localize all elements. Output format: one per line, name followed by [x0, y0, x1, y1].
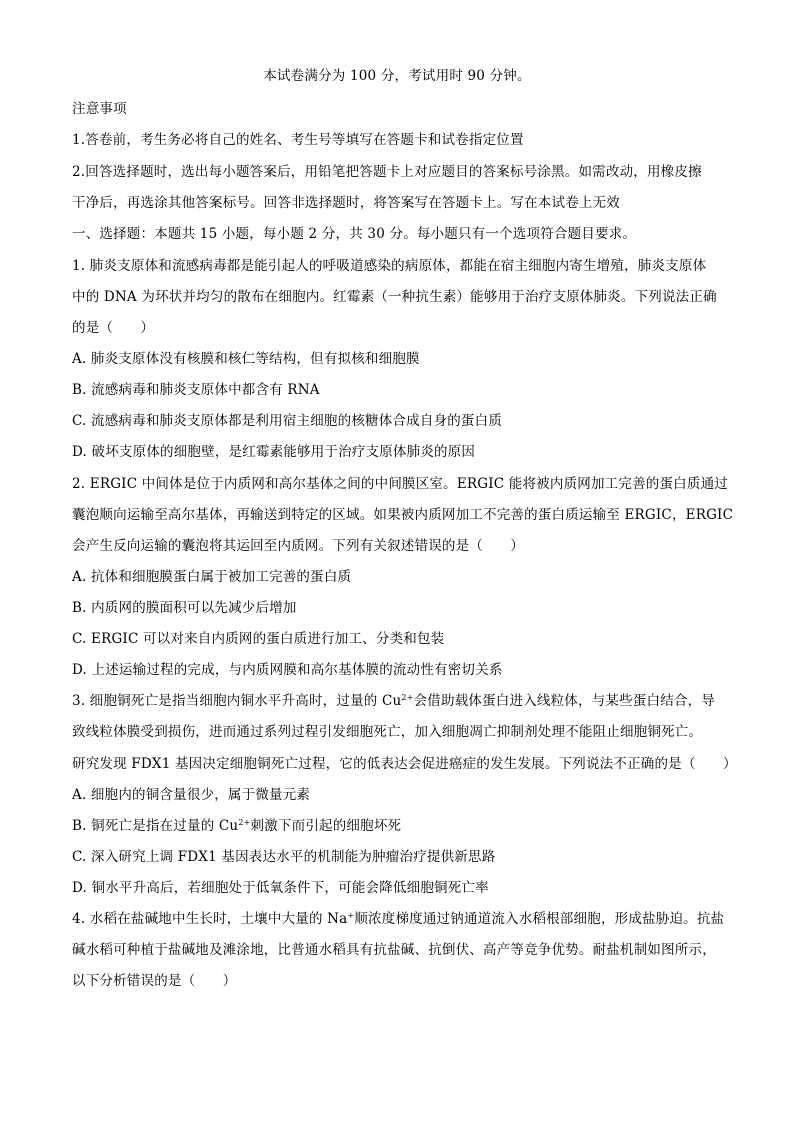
exam-header-note: 本试卷满分为 100 分，考试用时 90 分钟。	[263, 68, 531, 84]
q1-option-a: A. 肺炎支原体没有核膜和核仁等结构，但有拟核和细胞膜	[72, 351, 420, 367]
q3-stem-line-3: 研究发现 FDX1 基因决定细胞铜死亡过程，它的低表达会促进癌症的发生发展。下列说法不正确的是（ ）	[72, 756, 737, 772]
q1-option-d: D. 破坏支原体的细胞壁，是红霉素能够用于治疗支原体肺炎的原因	[72, 444, 476, 460]
q2-option-b: B. 内质网的膜面积可以先减少后增加	[72, 600, 297, 616]
q4-stem-line-2: 碱水稻可种植于盐碱地及滩涂地，比普通水稻具有抗盐碱、抗倒伏、高产等竞争优势。耐盐机制如图所示，	[72, 942, 716, 958]
q2-stem-line-3: 会产生反向运输的囊泡将其运回至内质网。下列有关叙述错误的是（ ）	[72, 538, 525, 554]
q3-stem-line-1	[72, 692, 715, 710]
section-1-heading: 一、选择题：本题共 15 小题，每小题 2 分，共 30 分。每小题只有一个选项符合题目要求。	[72, 226, 637, 242]
q2-option-a: A. 抗体和细胞膜蛋白属于被加工完善的蛋白质	[72, 569, 352, 585]
q4-stem-line-1-pre: 4. 水稻在盐碱地中生长时，土壤中大量的 Na	[72, 911, 348, 927]
q3-option-b-post: 刺激下而引起的细胞坏死	[250, 818, 402, 834]
q3-stem-line-2: 致线粒体膜受到损伤，进而通过系列过程引发细胞死亡，加入细胞凋亡抑制剂处理不能阻止细胞铜死亡。	[72, 724, 703, 740]
q3-option-a: A. 细胞内的铜含量很少，属于微量元素	[72, 787, 311, 803]
q2-stem-line-2: 囊泡顺向运输至高尔基体，再输送到特定的区域。如果被内质网加工不完善的蛋白质运输至 ERGIC，ERGIC	[72, 507, 734, 523]
q3-option-d: D. 铜水平升高后，若细胞处于低氧条件下，可能会降低细胞铜死亡率	[72, 880, 489, 896]
q2-stem-line-1: 2. ERGIC 中间体是位于内质网和高尔基体之间的中间膜区室。ERGIC 能将被内质网加工完善的蛋白质通过	[72, 476, 728, 492]
q1-option-b: B. 流感病毒和肺炎支原体中都含有 RNA	[72, 382, 320, 398]
q3-stem-line-1-pre: 3. 细胞铜死亡是指当细胞内铜水平升高时，过量的 Cu	[72, 693, 402, 709]
q4-stem-line-1-post: 顺浓度梯度通过钠通道流入水稻根部细胞，形成盐胁迫。抗盐	[354, 911, 725, 927]
q4-stem-line-3: 以下分析错误的是（ ）	[72, 973, 237, 989]
q4-stem-line-1	[72, 910, 724, 928]
q1-stem-line-3: 的是（ ）	[72, 320, 155, 336]
q3-option-b-superscript: 2+	[238, 818, 251, 827]
notice-title: 注意事项	[72, 101, 127, 117]
notice-item-1: 1.答卷前，考生务必将自己的姓名、考生号等填写在答题卡和试卷指定位置	[72, 132, 524, 148]
q3-stem-superscript: 2+	[401, 693, 414, 702]
q1-option-c: C. 流感病毒和肺炎支原体都是利用宿主细胞的核糖体合成自身的蛋白质	[72, 413, 503, 429]
q1-stem-line-2: 中的 DNA 为环状并均匀的散布在细胞内。红霉素（一种抗生素）能够用于治疗支原体肺炎。下列说法正确	[72, 289, 717, 305]
notice-item-2-line-2: 干净后，再选涂其他答案标号。回答非选择题时，将答案写在答题卡上。写在本试卷上无效	[72, 195, 620, 211]
q2-option-c: C. ERGIC 可以对来自内质网的蛋白质进行加工、分类和包装	[72, 631, 445, 647]
q2-option-d: D. 上述运输过程的完成，与内质网膜和高尔基体膜的流动性有密切关系	[72, 662, 503, 678]
notice-item-2-line-1: 2.回答选择题时，选出每小题答案后，用铅笔把答题卡上对应题目的答案标号涂黑。如需改动，用橡皮擦	[72, 164, 702, 180]
q3-option-b-pre: B. 铜死亡是指在过量的 Cu	[72, 818, 239, 834]
q3-option-b	[72, 817, 401, 835]
q4-stem-superscript: +	[347, 911, 355, 920]
q3-stem-line-1-post: 会借助载体蛋白进入线粒体，与某些蛋白结合，导	[413, 693, 715, 709]
q1-stem-line-1: 1. 肺炎支原体和流感病毒都是能引起人的呼吸道感染的病原体，都能在宿主细胞内寄生增殖，肺炎支原体	[72, 258, 707, 274]
q3-option-c: C. 深入研究上调 FDX1 基因表达水平的机制能为肿瘤治疗提供新思路	[72, 849, 496, 865]
